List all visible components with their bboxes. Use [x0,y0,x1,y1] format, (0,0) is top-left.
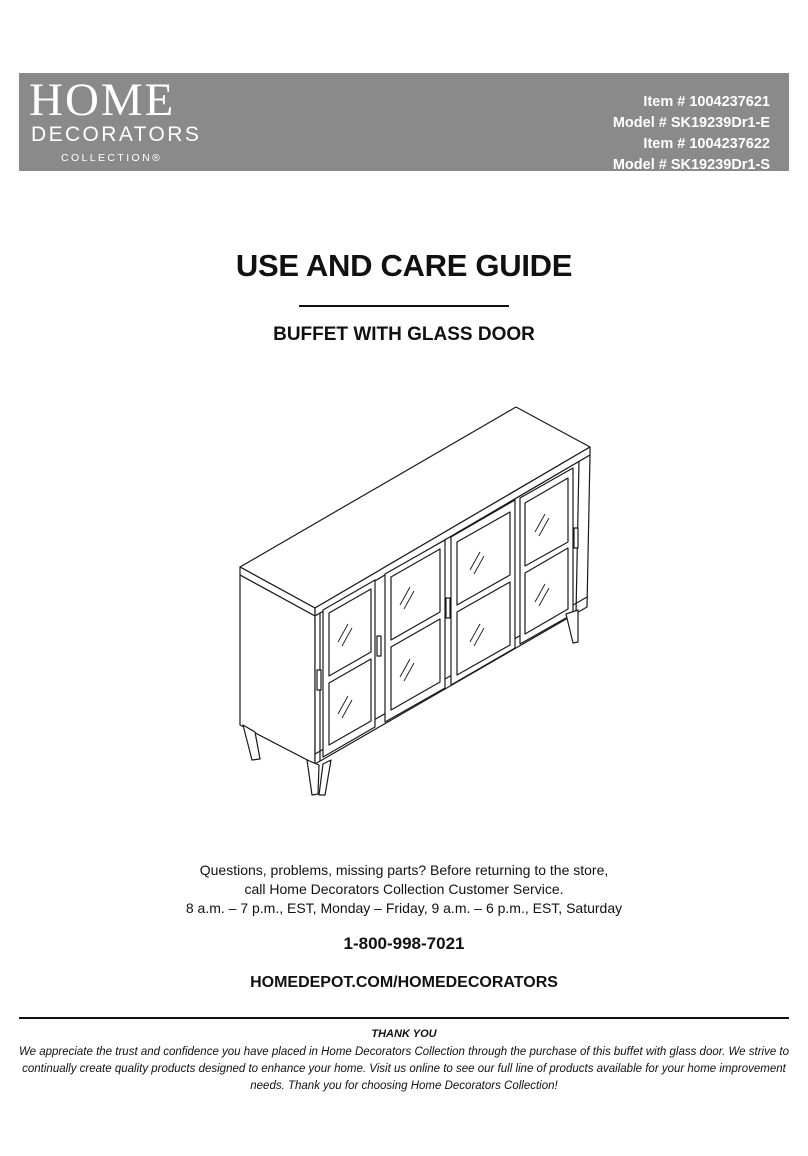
model-number-1: Model # SK19239Dr1-E [612,115,770,131]
page-title: USE AND CARE GUIDE [235,248,573,283]
header-banner [19,73,789,171]
phone-number: 1-800-998-7021 [343,934,465,953]
customer-service-info [0,861,808,918]
thank-you-text: We appreciate the trust and confidence you have placed in Home Decorators Collection through the purchase of this buffet with glass door. We strive to continually create quality products designed to enhance your home. Visit us online to see our full line of products available for your home improvement needs. Thank you for choosing Home Decorators Collection! [18,1046,790,1092]
thank-you-heading: THANK YOU [371,1028,437,1040]
item-number-1: Item # 1004237621 [643,94,770,110]
footer-divider [19,1017,789,1019]
contact-line-1: Questions, problems, missing parts? Before returning to the store, [199,862,609,878]
website-url[interactable]: HOMEDEPOT.COM/HOMEDECORATORS [250,974,558,991]
item-model-numbers [613,92,770,176]
logo-collection: COLLECTION® [61,152,163,164]
contact-line-2: call Home Decorators Collection Customer Service. [244,881,564,897]
logo-decorators: DECORATORS [31,123,202,146]
item-number-2: Item # 1004237622 [643,136,770,152]
title-divider [299,305,509,307]
buffet-cabinet-illustration [235,402,595,802]
page-subtitle: BUFFET WITH GLASS DOOR [273,324,535,345]
model-number-2: Model # SK19239Dr1-S [612,157,770,173]
contact-hours: 8 a.m. – 7 p.m., EST, Monday – Friday, 9 a.m. – 6 p.m., EST, Saturday [185,900,623,916]
logo-home: HOME [29,74,176,126]
